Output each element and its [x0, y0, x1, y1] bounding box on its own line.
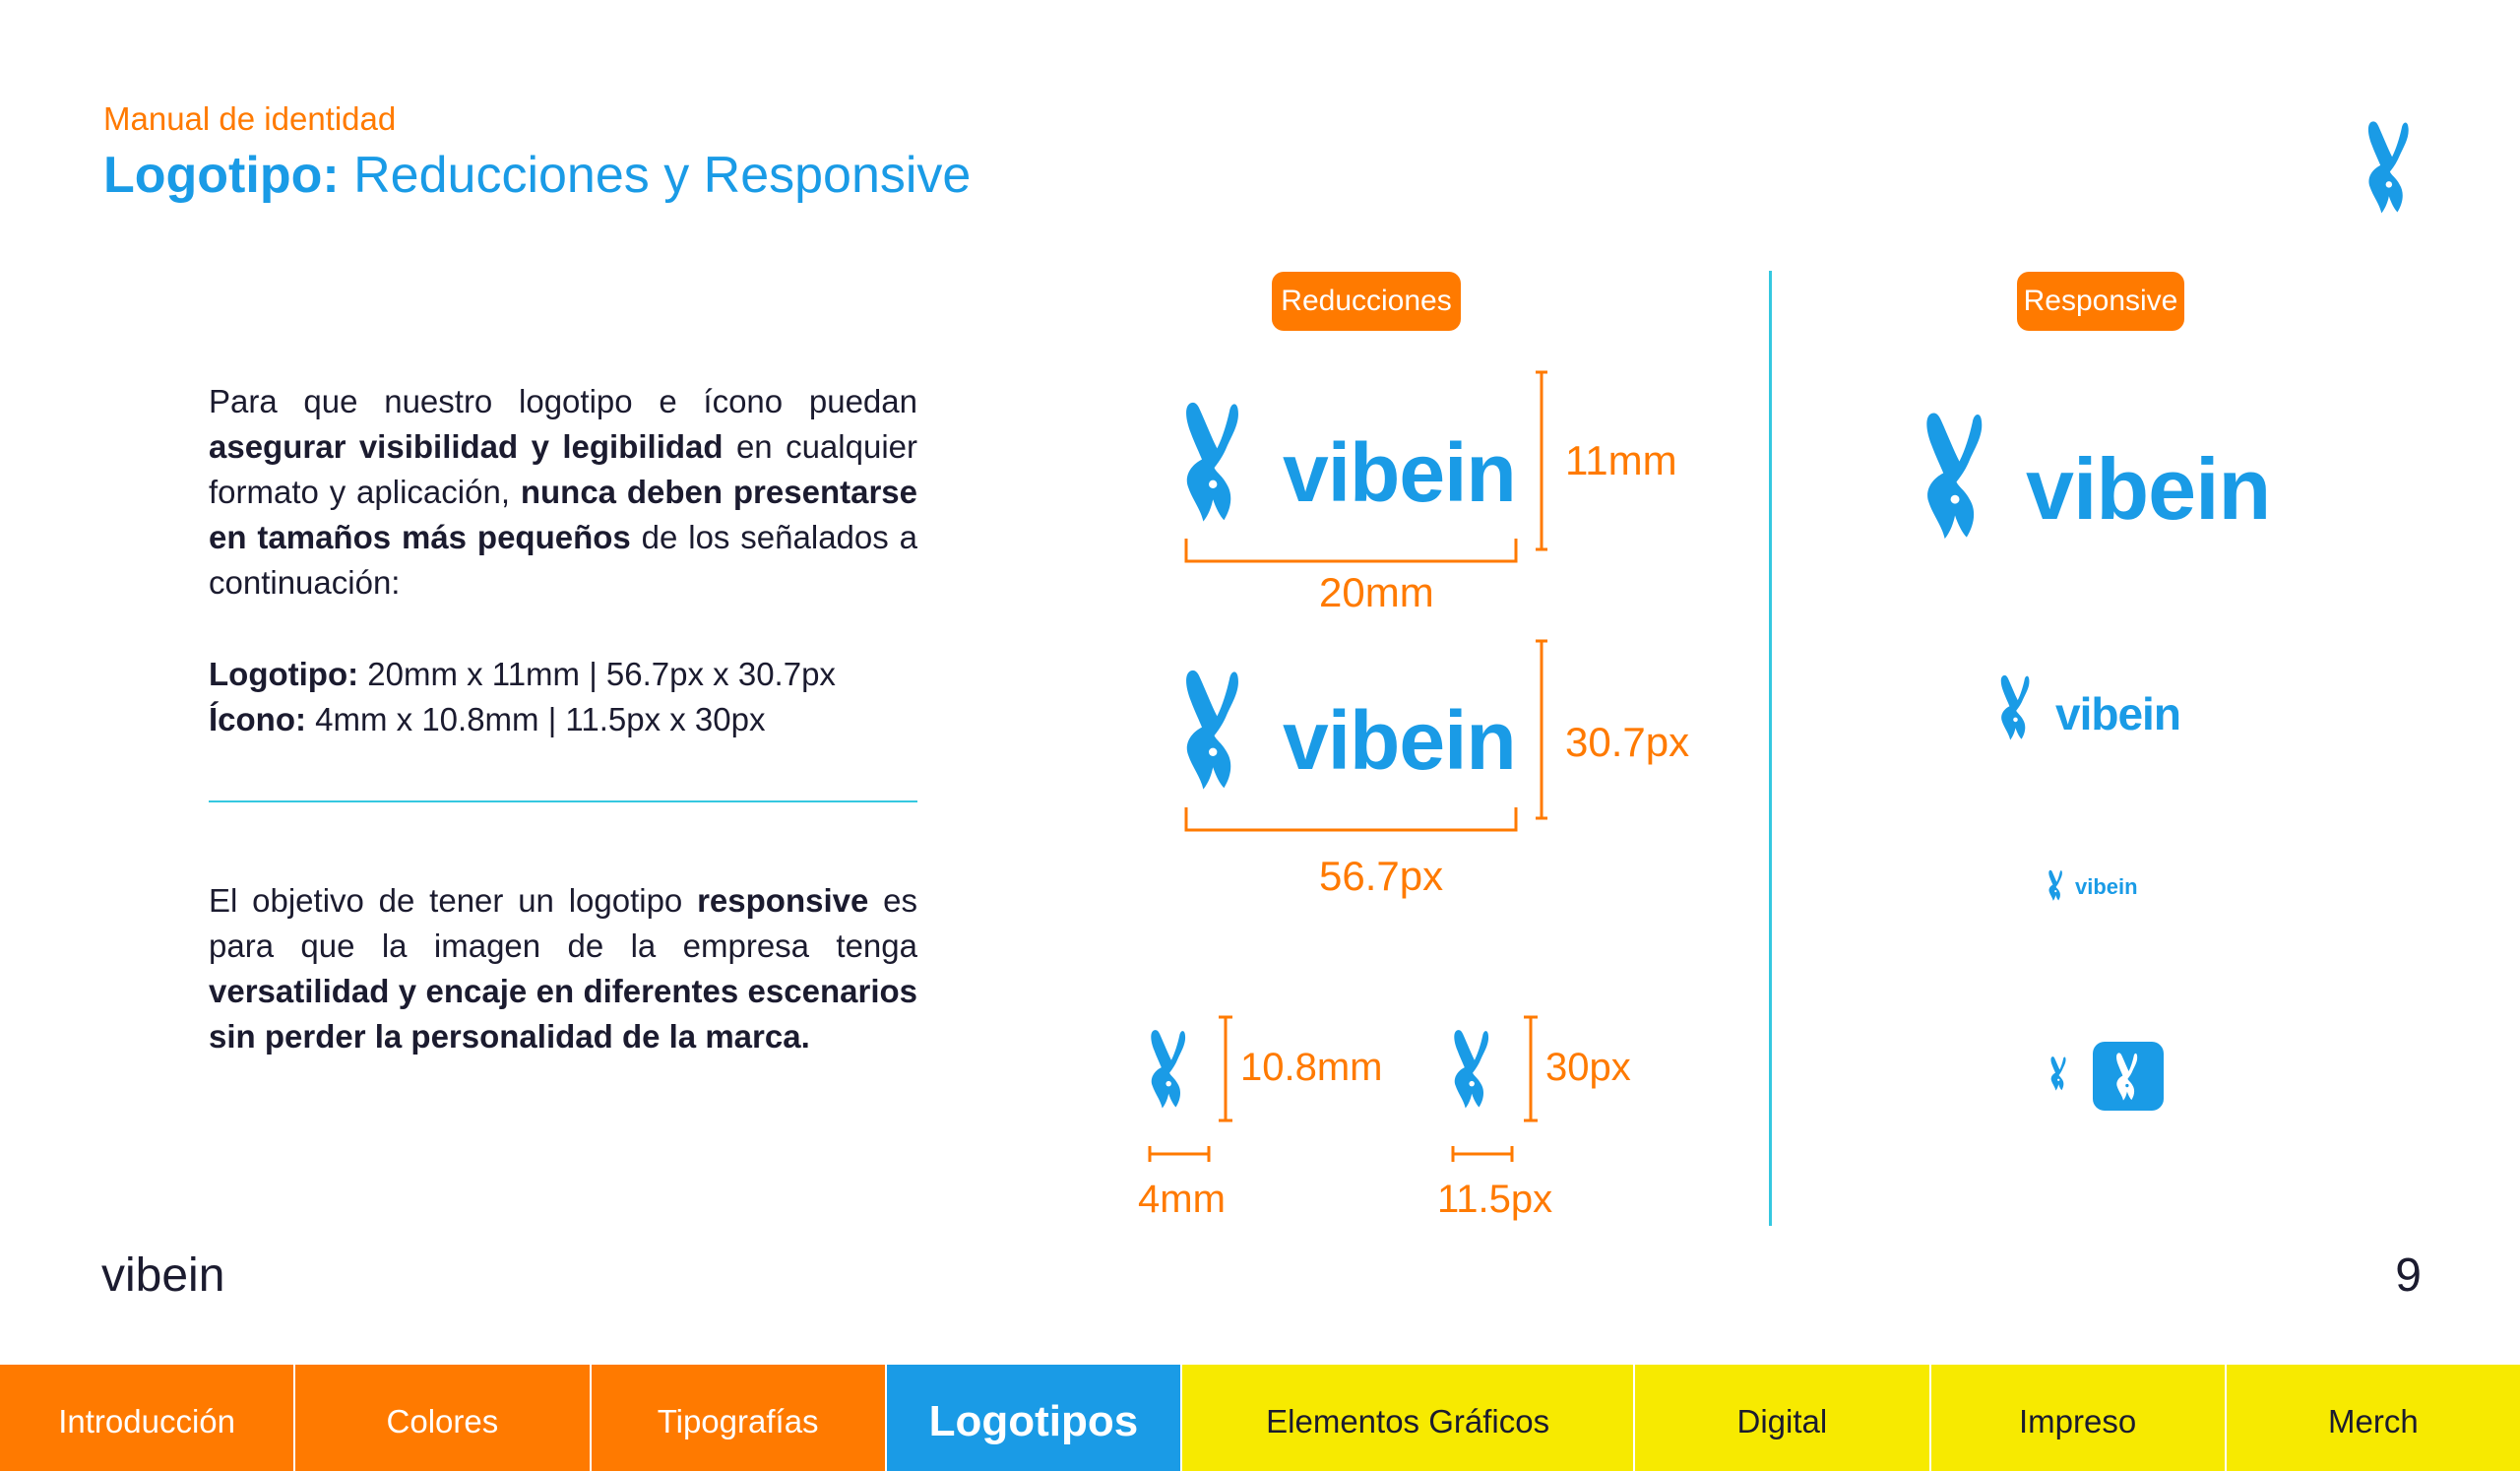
responsive-text-1: El objetivo de tener un logotipo [209, 882, 698, 919]
logo-spec [209, 652, 836, 697]
responsive-icon-only-bunny-icon [2049, 1048, 2069, 1099]
app-tile-bunny-icon [2114, 1048, 2142, 1105]
responsive-small-bunny-icon [2048, 863, 2065, 908]
page-title-rest: Reducciones y Responsive [353, 147, 972, 204]
logo-mm-width-label: 20mm [1319, 569, 1434, 615]
intro-text-1: Para que nuestro logotipo e ícono puedan [209, 383, 917, 419]
responsive-medium-bunny-icon [1998, 658, 2036, 756]
nav-tab-impreso[interactable]: Impreso [1931, 1365, 2227, 1471]
logo-px-height-label: 30.7px [1565, 719, 1690, 765]
page-title [103, 146, 971, 205]
logo-mm-height-label: 11mm [1565, 437, 1677, 483]
icon-mm-height-label: 10.8mm [1240, 1046, 1383, 1089]
document-kicker: Manual de identidad [103, 100, 397, 137]
responsive-pill: Responsive [2017, 272, 2184, 331]
app-icon-tile [2093, 1042, 2164, 1111]
intro-paragraph [209, 379, 917, 606]
nav-tab-digital[interactable]: Digital [1635, 1365, 1930, 1471]
nav-tab-colores[interactable]: Colores [295, 1365, 591, 1471]
footer-brand: vibein [101, 1249, 225, 1302]
nav-tab-logotipos[interactable]: Logotipos [887, 1365, 1182, 1471]
icon-px-dimension-lines [1445, 1014, 1563, 1172]
section-nav [0, 1365, 2520, 1471]
intro-text-2: en cualquier formato y aplicación, [209, 428, 917, 510]
icon-spec [209, 697, 765, 742]
logo-mm-wordmark: vibein [1283, 426, 1516, 519]
page-title-bold: Logotipo: [103, 147, 340, 204]
icon-spec-label: Ícono: [209, 701, 306, 737]
responsive-small-wordmark: vibein [2075, 874, 2138, 899]
responsive-text-2: es para que la imagen de la empresa tenga [209, 882, 917, 964]
responsive-medium-wordmark: vibein [2055, 688, 2180, 739]
page-number: 9 [2395, 1249, 2422, 1302]
intro-text-3: de los señalados a continuación: [209, 519, 917, 601]
icon-mm-width-label: 4mm [1138, 1178, 1226, 1221]
responsive-large-wordmark: vibein [2026, 440, 2271, 538]
icon-px-height-label: 30px [1545, 1046, 1631, 1089]
icon-spec-value: 4mm x 10.8mm | 11.5px x 30px [305, 701, 766, 737]
reducciones-pill: Reducciones [1272, 272, 1461, 331]
intro-bold-1: asegurar visibilidad y legibilidad [209, 428, 724, 465]
logo-spec-value: 20mm x 11mm | 56.7px x 30.7px [358, 656, 836, 692]
column-divider [1769, 271, 1772, 1226]
logo-px-dimension-lines [1181, 638, 1555, 835]
responsive-bold-1: responsive [697, 882, 869, 919]
logo-px-width-label: 56.7px [1319, 853, 1444, 899]
icon-mm-dimension-lines [1142, 1014, 1260, 1172]
logo-px-wordmark: vibein [1283, 694, 1516, 787]
responsive-paragraph [209, 878, 917, 1059]
logo-mm-dimension-lines [1181, 369, 1555, 566]
nav-tab-elementos-graficos[interactable]: Elementos Gráficos [1182, 1365, 1635, 1471]
brand-bunny-icon [2364, 103, 2418, 229]
nav-tab-introduccion[interactable]: Introducción [0, 1365, 295, 1471]
icon-px-width-label: 11.5px [1437, 1178, 1553, 1221]
logo-spec-label: Logotipo: [209, 656, 359, 692]
section-divider [209, 800, 917, 802]
responsive-large-bunny-icon [1922, 382, 1994, 567]
nav-tab-tipografias[interactable]: Tipografías [592, 1365, 887, 1471]
intro-bold-2: nunca deben presentarse en tamaños más pequeños [209, 474, 917, 555]
responsive-bold-2: versatilidad y encaje en diferentes escenarios sin perder la personalidad de la marca. [209, 973, 917, 1055]
nav-tab-merch[interactable]: Merch [2227, 1365, 2520, 1471]
